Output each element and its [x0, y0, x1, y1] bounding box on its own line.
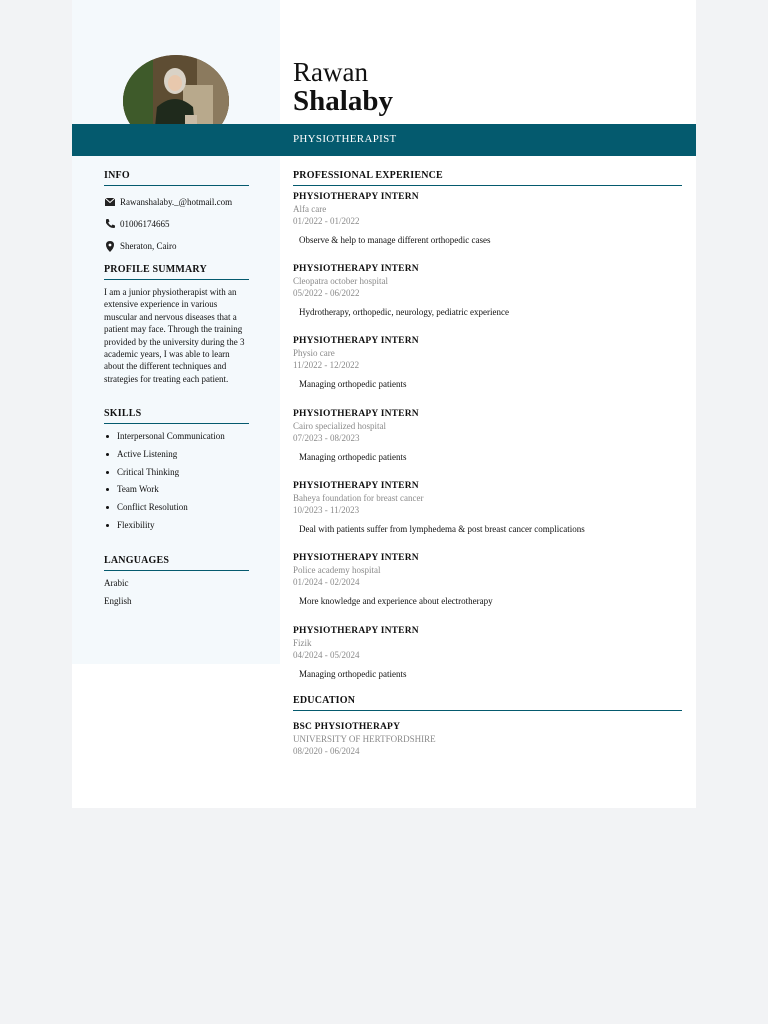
- map-pin-icon: [104, 240, 116, 252]
- experience-desc: Managing orthopedic patients: [299, 378, 407, 389]
- summary-text: I am a junior physiotherapist with an extensive experience in various muscular and nervous diseases that a patient may face. Through the training provided by the university during the 3 academic years, I was able to learn about the different techniques and strategies for treating each patient.: [104, 287, 245, 384]
- language-item: Arabic: [104, 578, 129, 588]
- experience-title: PHYSIOTHERAPY INTERN: [293, 409, 419, 419]
- phone-row: [104, 218, 249, 230]
- experience-section: [293, 170, 682, 186]
- summary-heading: PROFILE SUMMARY: [104, 264, 249, 280]
- experience-item: [293, 335, 682, 390]
- phone-text: 01006174665: [120, 219, 170, 229]
- experience-desc: Observe & help to manage different orthopedic cases: [299, 234, 491, 245]
- title-band: [72, 124, 696, 156]
- experience-title: PHYSIOTHERAPY INTERN: [293, 192, 419, 202]
- skill-item: Flexibility: [104, 519, 249, 537]
- skills-list: [104, 430, 249, 537]
- location-text: Sheraton, Cairo: [120, 241, 177, 251]
- languages-heading: LANGUAGES: [104, 555, 249, 571]
- experience-org: Cairo specialized hospital: [293, 421, 386, 431]
- experience-dates: 04/2024 - 05/2024: [293, 650, 360, 661]
- education-degree: BSC PHYSIOTHERAPY: [293, 722, 401, 732]
- experience-item: [293, 263, 682, 318]
- experience-title: PHYSIOTHERAPY INTERN: [293, 481, 419, 491]
- email-row: [104, 196, 249, 208]
- languages-section: [104, 555, 249, 613]
- language-item: English: [104, 596, 132, 606]
- email-text[interactable]: Rawanshalaby._@hotmail.com: [120, 197, 233, 207]
- skills-section: [104, 408, 249, 537]
- experience-item: [293, 408, 682, 463]
- skill-item: Conflict Resolution: [104, 501, 249, 519]
- experience-title: PHYSIOTHERAPY INTERN: [293, 336, 419, 346]
- experience-org: Alfa care: [293, 204, 327, 214]
- location-row: [104, 240, 249, 252]
- experience-dates: 07/2023 - 08/2023: [293, 433, 360, 444]
- resume-page: [72, 0, 696, 808]
- summary-section: [104, 264, 249, 385]
- info-heading: INFO: [104, 170, 249, 186]
- skills-heading: SKILLS: [104, 408, 249, 424]
- envelope-icon: [104, 196, 116, 208]
- experience-org: Physio care: [293, 348, 335, 358]
- skill-item: Interpersonal Communication: [104, 430, 249, 448]
- experience-dates: 01/2024 - 02/2024: [293, 577, 360, 588]
- education-school: UNIVERSITY OF HERTFORDSHIRE: [293, 734, 436, 744]
- skill-item: Active Listening: [104, 448, 249, 466]
- info-section: [104, 170, 249, 252]
- job-title: PHYSIOTHERAPIST: [293, 133, 397, 145]
- experience-desc: Hydrotherapy, orthopedic, neurology, pediatric experience: [299, 306, 509, 317]
- experience-title: PHYSIOTHERAPY INTERN: [293, 553, 419, 563]
- experience-dates: 05/2022 - 06/2022: [293, 288, 360, 299]
- phone-icon: [104, 218, 116, 230]
- experience-item: [293, 480, 682, 535]
- experience-desc: Managing orthopedic patients: [299, 668, 407, 679]
- skill-item: Critical Thinking: [104, 466, 249, 484]
- experience-item: [293, 552, 682, 607]
- experience-desc: Managing orthopedic patients: [299, 451, 407, 462]
- experience-org: Cleopatra october hospital: [293, 276, 388, 286]
- experience-org: Police academy hospital: [293, 565, 381, 575]
- education-item: [293, 721, 682, 758]
- experience-org: Baheya foundation for breast cancer: [293, 493, 424, 503]
- skill-item: Team Work: [104, 483, 249, 501]
- experience-desc: Deal with patients suffer from lymphedema & post breast cancer complications: [299, 523, 585, 534]
- experience-dates: 01/2022 - 01/2022: [293, 216, 360, 227]
- experience-org: Fizik: [293, 638, 312, 648]
- education-dates: 08/2020 - 06/2024: [293, 746, 360, 757]
- experience-item: [293, 191, 682, 246]
- experience-item: [293, 625, 682, 680]
- experience-dates: 10/2023 - 11/2023: [293, 505, 360, 516]
- experience-desc: More knowledge and experience about electrotherapy: [299, 595, 493, 606]
- experience-title: PHYSIOTHERAPY INTERN: [293, 264, 419, 274]
- experience-title: PHYSIOTHERAPY INTERN: [293, 626, 419, 636]
- first-name: Rawan: [293, 57, 368, 87]
- last-name: Shalaby: [293, 85, 393, 117]
- education-heading: EDUCATION: [293, 695, 682, 711]
- experience-dates: 11/2022 - 12/2022: [293, 360, 360, 371]
- experience-heading: PROFESSIONAL EXPERIENCE: [293, 170, 682, 186]
- education-section: [293, 695, 682, 711]
